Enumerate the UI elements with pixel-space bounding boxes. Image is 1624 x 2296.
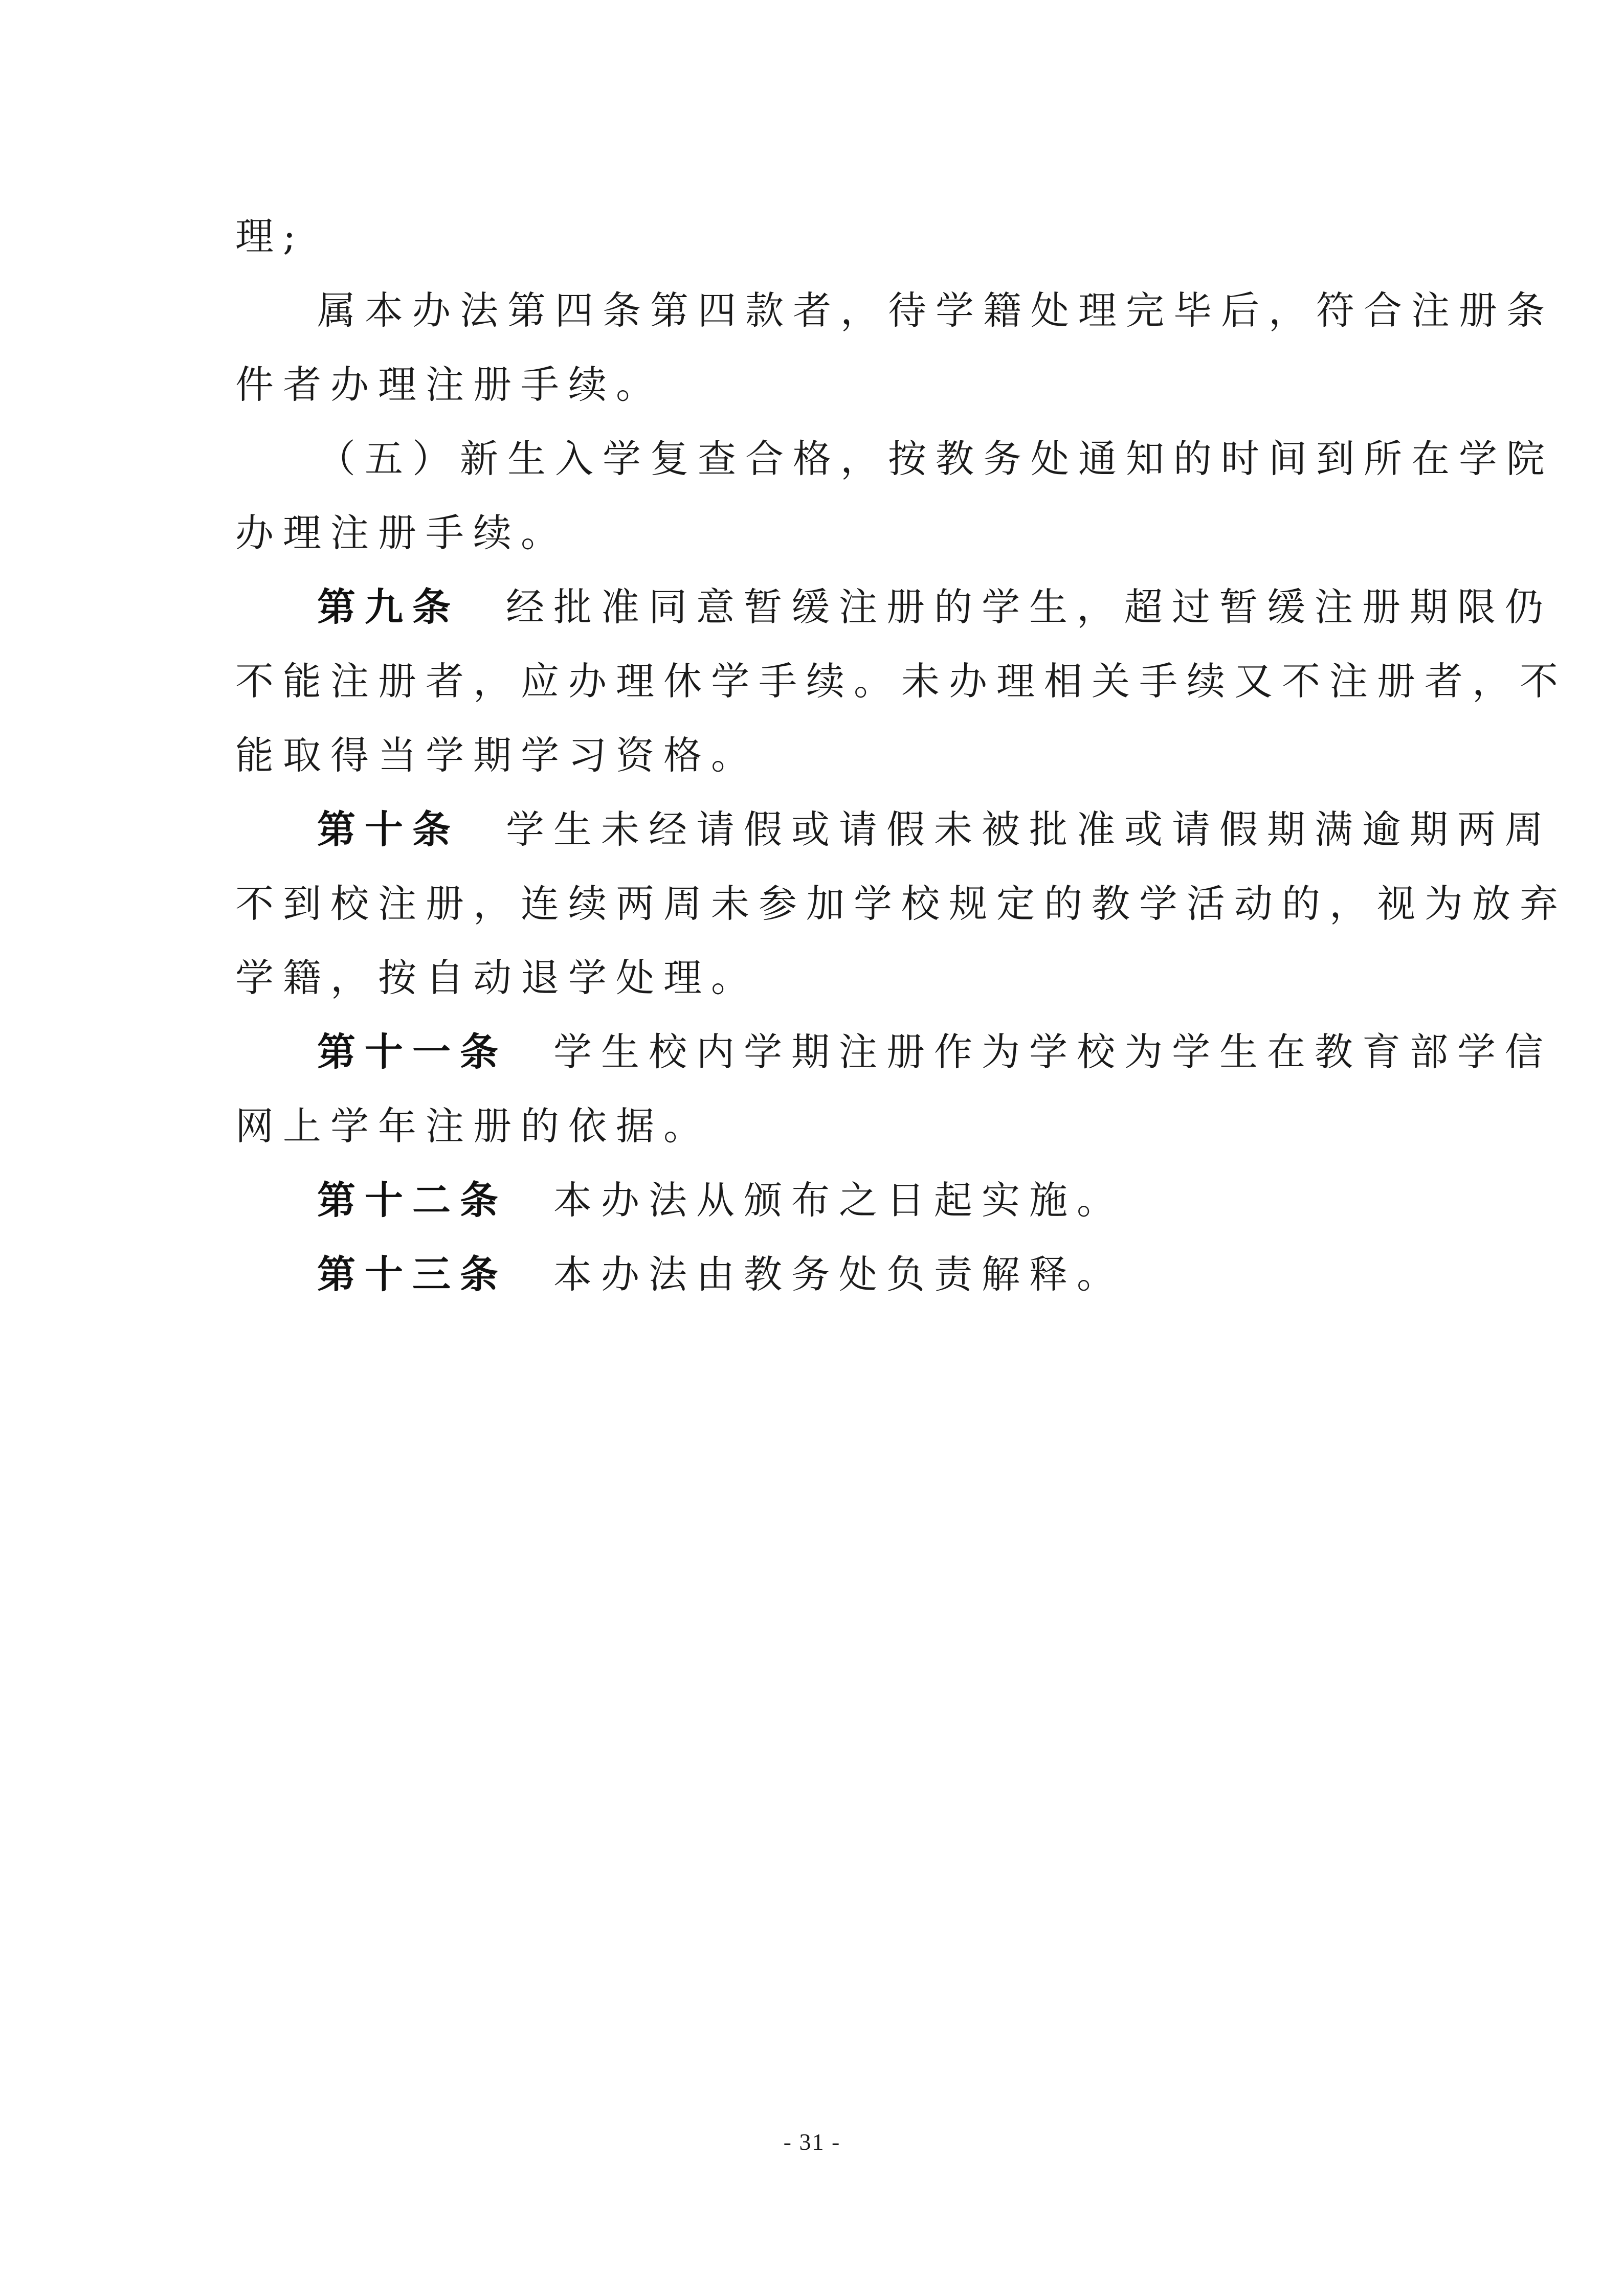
text-line: 件者办理注册手续。: [235, 362, 664, 407]
article-13-label: 第十三条: [317, 1252, 508, 1297]
article-9-label: 第九条: [317, 584, 460, 629]
article-12-label: 第十二条: [317, 1178, 508, 1223]
text-line: 学籍，按自动退学处理。: [235, 955, 759, 1000]
text-line: 能取得当学期学习资格。: [235, 733, 759, 778]
text-line: （五）新生入学复查合格，按教务处通知的时间到所在学院: [317, 436, 1554, 481]
article-11-label: 第十一条: [317, 1029, 508, 1074]
article-12-text: 本办法从颁布之日起实施。: [553, 1178, 1125, 1223]
text-line: 属本办法第四条第四款者，待学籍处理完毕后，符合注册条: [317, 288, 1554, 333]
text-line: 理;: [235, 214, 305, 259]
text-line: 不到校注册，连续两周未参加学校规定的教学活动的，视为放弃: [235, 881, 1568, 926]
text-line: 网上学年注册的依据。: [235, 1104, 711, 1149]
article-13-text: 本办法由教务处负责解释。: [553, 1252, 1125, 1297]
article-11-text: 学生校内学期注册作为学校为学生在教育部学信: [553, 1029, 1553, 1074]
article-12-line: [317, 1178, 1401, 1223]
article-10-line: [317, 807, 1553, 852]
text-line: 办理注册手续。: [235, 510, 569, 555]
article-10-text: 学生未经请假或请假未被批准或请假期满逾期两周: [506, 807, 1553, 852]
page-number: - 31 -: [783, 2129, 841, 2155]
article-11-line: [317, 1029, 1553, 1074]
article-13-line: [317, 1252, 1401, 1297]
article-9-line: [317, 584, 1553, 629]
article-9-text: 经批准同意暂缓注册的学生，超过暂缓注册期限仍: [506, 584, 1553, 629]
article-10-label: 第十条: [317, 807, 460, 852]
text-line: 不能注册者，应办理休学手续。未办理相关手续又不注册者，不: [235, 659, 1568, 704]
